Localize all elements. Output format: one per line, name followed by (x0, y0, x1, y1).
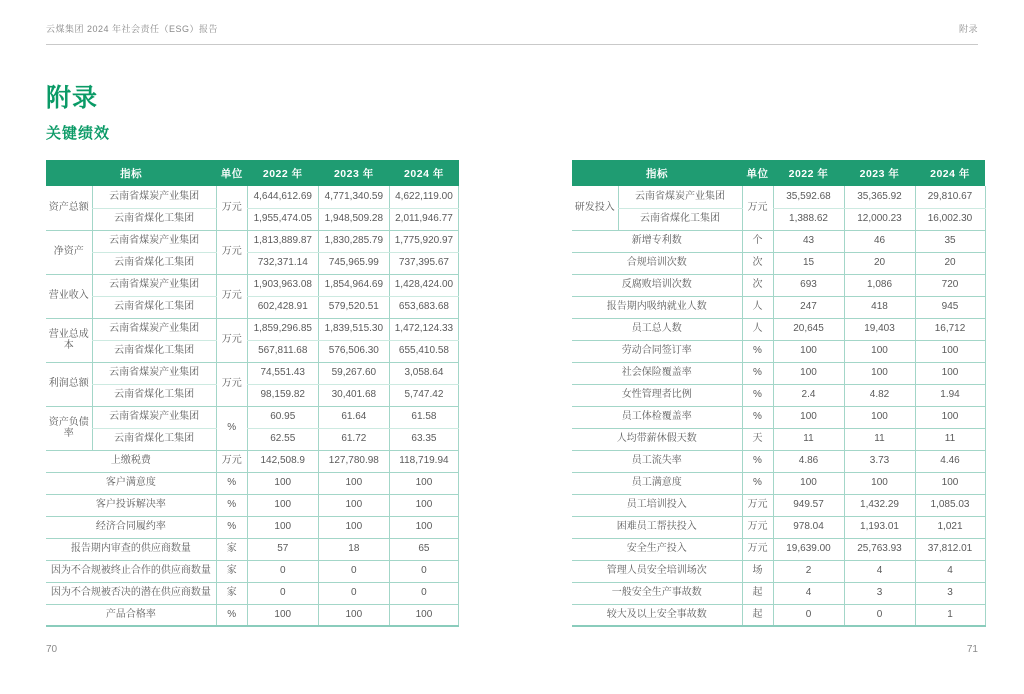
cell-value: 4.82 (844, 384, 915, 406)
table-row (46, 428, 459, 450)
cell-value: 4 (773, 582, 844, 604)
cell-value: 100 (247, 494, 318, 516)
kpi-table-left (46, 160, 459, 627)
cell-value: 5,747.42 (389, 384, 458, 406)
table-row (572, 472, 985, 494)
cell-unit: % (216, 472, 247, 494)
cell-unit: 场 (742, 560, 773, 582)
table-row (46, 604, 459, 626)
table-row (572, 604, 985, 626)
cell-value: 19,639.00 (773, 538, 844, 560)
cell-value: 127,780.98 (318, 450, 389, 472)
cell-value: 0 (318, 560, 389, 582)
cell-value: 35 (915, 230, 985, 252)
cell-value: 100 (915, 362, 985, 384)
table-row (572, 340, 985, 362)
cell-indicator-label: 客户投诉解决率 (46, 494, 216, 516)
table-row (46, 560, 459, 582)
table-row (46, 406, 459, 428)
cell-value: 1,432.29 (844, 494, 915, 516)
cell-value: 1,859,296.85 (247, 318, 318, 340)
cell-indicator-label: 云南省煤炭产业集团 (92, 274, 216, 296)
cell-unit: 天 (742, 428, 773, 450)
cell-value: 3 (844, 582, 915, 604)
cell-unit: 万元 (216, 274, 247, 318)
cell-indicator-label: 产品合格率 (46, 604, 216, 626)
table-row (572, 494, 985, 516)
table-row (46, 296, 459, 318)
cell-value: 1,193.01 (844, 516, 915, 538)
cell-value: 100 (247, 516, 318, 538)
cell-value: 18 (318, 538, 389, 560)
cell-value: 29,810.67 (915, 186, 985, 208)
cell-value: 100 (915, 340, 985, 362)
cell-unit: 人 (742, 296, 773, 318)
cell-group-label: 利润总额 (46, 362, 92, 406)
cell-indicator-label: 因为不合规被终止合作的供应商数量 (46, 560, 216, 582)
cell-unit: % (216, 406, 247, 450)
cell-indicator-label: 员工满意度 (572, 472, 742, 494)
cell-unit: 万元 (742, 186, 773, 230)
table-row (572, 208, 985, 230)
running-header-section: 附录 (958, 24, 978, 34)
cell-value: 2,011,946.77 (389, 208, 458, 230)
table-row (572, 186, 985, 208)
cell-value: 1,428,424.00 (389, 274, 458, 296)
cell-value: 61.58 (389, 406, 458, 428)
table-row (46, 450, 459, 472)
cell-unit: 万元 (742, 494, 773, 516)
cell-value: 247 (773, 296, 844, 318)
cell-value: 1,839,515.30 (318, 318, 389, 340)
col-header-indicator: 指标 (46, 160, 216, 186)
cell-indicator-label: 云南省煤炭产业集团 (92, 230, 216, 252)
cell-value: 602,428.91 (247, 296, 318, 318)
cell-indicator-label: 一般安全生产事故数 (572, 582, 742, 604)
cell-value: 1,854,964.69 (318, 274, 389, 296)
cell-value: 576,506.30 (318, 340, 389, 362)
cell-value: 3.73 (844, 450, 915, 472)
cell-value: 63.35 (389, 428, 458, 450)
cell-indicator-label: 员工总人数 (572, 318, 742, 340)
cell-indicator-label: 女性管理者比例 (572, 384, 742, 406)
table-row (46, 252, 459, 274)
page-title: 附录 (46, 84, 99, 112)
table-row (46, 582, 459, 604)
cell-indicator-label: 员工流失率 (572, 450, 742, 472)
cell-value: 4,771,340.59 (318, 186, 389, 208)
table-row (572, 538, 985, 560)
cell-value: 0 (844, 604, 915, 626)
cell-value: 3 (915, 582, 985, 604)
table-row (572, 406, 985, 428)
table-row (46, 186, 459, 208)
table-row (46, 318, 459, 340)
cell-value: 3,058.64 (389, 362, 458, 384)
cell-value: 978.04 (773, 516, 844, 538)
cell-value: 11 (773, 428, 844, 450)
cell-indicator-label: 客户满意度 (46, 472, 216, 494)
cell-value: 1,955,474.05 (247, 208, 318, 230)
cell-value: 653,683.68 (389, 296, 458, 318)
col-header-year: 2023 年 (318, 160, 389, 186)
cell-value: 0 (247, 582, 318, 604)
cell-value: 945 (915, 296, 985, 318)
table-row (46, 384, 459, 406)
cell-unit: 万元 (742, 538, 773, 560)
cell-value: 567,811.68 (247, 340, 318, 362)
cell-value: 98,159.82 (247, 384, 318, 406)
cell-unit: 万元 (216, 362, 247, 406)
kpi-table (46, 160, 459, 627)
cell-value: 2.4 (773, 384, 844, 406)
cell-indicator-label: 云南省煤化工集团 (92, 296, 216, 318)
cell-unit: % (742, 472, 773, 494)
cell-unit: 次 (742, 274, 773, 296)
cell-value: 60.95 (247, 406, 318, 428)
cell-indicator-label: 云南省煤炭产业集团 (92, 406, 216, 428)
table-row (46, 230, 459, 252)
cell-value: 16,002.30 (915, 208, 985, 230)
cell-value: 655,410.58 (389, 340, 458, 362)
cell-value: 737,395.67 (389, 252, 458, 274)
cell-value: 579,520.51 (318, 296, 389, 318)
col-header-year: 2023 年 (844, 160, 915, 186)
cell-value: 1,388.62 (773, 208, 844, 230)
cell-unit: % (216, 494, 247, 516)
cell-value: 74,551.43 (247, 362, 318, 384)
cell-value: 59,267.60 (318, 362, 389, 384)
cell-value: 100 (915, 406, 985, 428)
table-row (46, 516, 459, 538)
cell-indicator-label: 报告期内审查的供应商数量 (46, 538, 216, 560)
cell-group-label: 研发投入 (572, 186, 618, 230)
cell-value: 35,365.92 (844, 186, 915, 208)
cell-value: 43 (773, 230, 844, 252)
cell-unit: % (742, 450, 773, 472)
cell-value: 100 (247, 472, 318, 494)
cell-value: 4 (844, 560, 915, 582)
cell-indicator-label: 云南省煤化工集团 (92, 384, 216, 406)
cell-value: 1,085.03 (915, 494, 985, 516)
cell-value: 12,000.23 (844, 208, 915, 230)
cell-indicator-label: 员工培训投入 (572, 494, 742, 516)
cell-value: 11 (844, 428, 915, 450)
col-header-unit: 单位 (216, 160, 247, 186)
header-rule (46, 44, 978, 45)
cell-value: 16,712 (915, 318, 985, 340)
cell-value: 4,644,612.69 (247, 186, 318, 208)
col-header-indicator: 指标 (572, 160, 742, 186)
cell-unit: 家 (216, 582, 247, 604)
cell-indicator-label: 云南省煤化工集团 (618, 208, 742, 230)
cell-indicator-label: 合规培训次数 (572, 252, 742, 274)
cell-unit: 万元 (216, 450, 247, 472)
cell-indicator-label: 云南省煤炭产业集团 (92, 362, 216, 384)
cell-value: 30,401.68 (318, 384, 389, 406)
table-row (572, 450, 985, 472)
cell-indicator-label: 反腐败培训次数 (572, 274, 742, 296)
cell-value: 1,830,285.79 (318, 230, 389, 252)
cell-value: 0 (318, 582, 389, 604)
table-row (46, 208, 459, 230)
cell-value: 100 (318, 494, 389, 516)
cell-value: 100 (773, 472, 844, 494)
cell-value: 62.55 (247, 428, 318, 450)
cell-value: 1 (915, 604, 985, 626)
cell-value: 35,592.68 (773, 186, 844, 208)
table-row (572, 318, 985, 340)
running-header (46, 22, 978, 35)
cell-value: 100 (389, 516, 458, 538)
col-header-year: 2022 年 (773, 160, 844, 186)
cell-value: 100 (389, 604, 458, 626)
cell-value: 100 (318, 604, 389, 626)
cell-value: 0 (389, 560, 458, 582)
cell-unit: 家 (216, 560, 247, 582)
cell-unit: % (742, 384, 773, 406)
table-row (46, 472, 459, 494)
cell-value: 100 (318, 516, 389, 538)
cell-value: 100 (773, 362, 844, 384)
cell-value: 1.94 (915, 384, 985, 406)
cell-value: 4.86 (773, 450, 844, 472)
table-row (572, 428, 985, 450)
cell-value: 61.72 (318, 428, 389, 450)
cell-indicator-label: 上缴税费 (46, 450, 216, 472)
cell-value: 4,622,119.00 (389, 186, 458, 208)
cell-value: 0 (773, 604, 844, 626)
table-row (46, 538, 459, 560)
table-row (572, 582, 985, 604)
cell-value: 19,403 (844, 318, 915, 340)
cell-group-label: 营业总成本 (46, 318, 92, 362)
col-header-unit: 单位 (742, 160, 773, 186)
cell-value: 100 (389, 472, 458, 494)
col-header-year: 2024 年 (915, 160, 985, 186)
cell-value: 65 (389, 538, 458, 560)
page-number-right: 71 (966, 644, 978, 655)
cell-value: 118,719.94 (389, 450, 458, 472)
cell-group-label: 资产负债率 (46, 406, 92, 450)
page-number-left: 70 (46, 644, 58, 655)
cell-unit: % (216, 516, 247, 538)
cell-value: 418 (844, 296, 915, 318)
cell-value: 20 (844, 252, 915, 274)
cell-value: 1,813,889.87 (247, 230, 318, 252)
running-header-report-title: 云煤集团 2024 年社会责任（ESG）报告 (46, 24, 219, 34)
cell-value: 100 (844, 340, 915, 362)
cell-value: 1,903,963.08 (247, 274, 318, 296)
cell-value: 1,775,920.97 (389, 230, 458, 252)
cell-value: 100 (844, 362, 915, 384)
table-row (572, 384, 985, 406)
cell-indicator-label: 经济合同履约率 (46, 516, 216, 538)
cell-unit: 次 (742, 252, 773, 274)
cell-unit: 万元 (742, 516, 773, 538)
cell-indicator-label: 云南省煤化工集团 (92, 252, 216, 274)
table-row (46, 494, 459, 516)
cell-value: 15 (773, 252, 844, 274)
cell-indicator-label: 人均带薪休假天数 (572, 428, 742, 450)
cell-value: 57 (247, 538, 318, 560)
cell-value: 61.64 (318, 406, 389, 428)
cell-indicator-label: 社会保险覆盖率 (572, 362, 742, 384)
cell-indicator-label: 云南省煤炭产业集团 (92, 318, 216, 340)
cell-group-label: 资产总额 (46, 186, 92, 230)
cell-value: 20,645 (773, 318, 844, 340)
cell-indicator-label: 劳动合同签订率 (572, 340, 742, 362)
kpi-table-right (572, 160, 986, 627)
cell-value: 1,948,509.28 (318, 208, 389, 230)
cell-unit: 家 (216, 538, 247, 560)
cell-indicator-label: 云南省煤化工集团 (92, 208, 216, 230)
cell-value: 693 (773, 274, 844, 296)
cell-indicator-label: 云南省煤化工集团 (92, 340, 216, 362)
cell-unit: 起 (742, 604, 773, 626)
cell-value: 100 (773, 340, 844, 362)
cell-value: 100 (773, 406, 844, 428)
cell-unit: 万元 (216, 186, 247, 230)
col-header-year: 2022 年 (247, 160, 318, 186)
cell-value: 11 (915, 428, 985, 450)
table-header-row (572, 160, 985, 186)
cell-value: 4.46 (915, 450, 985, 472)
cell-value: 100 (318, 472, 389, 494)
table-row (46, 362, 459, 384)
cell-value: 37,812.01 (915, 538, 985, 560)
cell-unit: % (742, 362, 773, 384)
table-row (572, 230, 985, 252)
cell-indicator-label: 云南省煤炭产业集团 (92, 186, 216, 208)
table-row (46, 340, 459, 362)
table-row (572, 560, 985, 582)
cell-value: 732,371.14 (247, 252, 318, 274)
cell-unit: 起 (742, 582, 773, 604)
cell-indicator-label: 云南省煤化工集团 (92, 428, 216, 450)
cell-indicator-label: 员工体检覆盖率 (572, 406, 742, 428)
cell-value: 1,021 (915, 516, 985, 538)
cell-value: 100 (247, 604, 318, 626)
table-row (46, 274, 459, 296)
cell-indicator-label: 较大及以上安全事故数 (572, 604, 742, 626)
cell-unit: 万元 (216, 318, 247, 362)
cell-indicator-label: 云南省煤炭产业集团 (618, 186, 742, 208)
cell-value: 745,965.99 (318, 252, 389, 274)
cell-value: 949.57 (773, 494, 844, 516)
cell-value: 142,508.9 (247, 450, 318, 472)
cell-unit: 人 (742, 318, 773, 340)
cell-value: 2 (773, 560, 844, 582)
kpi-table (572, 160, 986, 627)
section-title: 关键绩效 (46, 125, 111, 142)
col-header-year: 2024 年 (389, 160, 458, 186)
cell-indicator-label: 困难员工帮扶投入 (572, 516, 742, 538)
cell-value: 1,472,124.33 (389, 318, 458, 340)
cell-value: 0 (247, 560, 318, 582)
table-row (572, 252, 985, 274)
cell-value: 100 (915, 472, 985, 494)
cell-unit: % (742, 406, 773, 428)
table-row (572, 516, 985, 538)
cell-unit: 万元 (216, 230, 247, 274)
cell-unit: % (216, 604, 247, 626)
cell-value: 0 (389, 582, 458, 604)
cell-indicator-label: 因为不合规被否决的潜在供应商数量 (46, 582, 216, 604)
cell-value: 25,763.93 (844, 538, 915, 560)
table-row (572, 362, 985, 384)
cell-value: 100 (844, 406, 915, 428)
cell-group-label: 营业收入 (46, 274, 92, 318)
table-row (572, 274, 985, 296)
cell-unit: % (742, 340, 773, 362)
cell-value: 20 (915, 252, 985, 274)
cell-unit: 个 (742, 230, 773, 252)
table-header-row (46, 160, 459, 186)
cell-value: 1,086 (844, 274, 915, 296)
cell-indicator-label: 安全生产投入 (572, 538, 742, 560)
cell-value: 46 (844, 230, 915, 252)
cell-indicator-label: 报告期内吸纳就业人数 (572, 296, 742, 318)
cell-value: 100 (389, 494, 458, 516)
table-row (572, 296, 985, 318)
cell-group-label: 净资产 (46, 230, 92, 274)
cell-indicator-label: 新增专利数 (572, 230, 742, 252)
cell-value: 100 (844, 472, 915, 494)
cell-indicator-label: 管理人员安全培训场次 (572, 560, 742, 582)
cell-value: 4 (915, 560, 985, 582)
cell-value: 720 (915, 274, 985, 296)
